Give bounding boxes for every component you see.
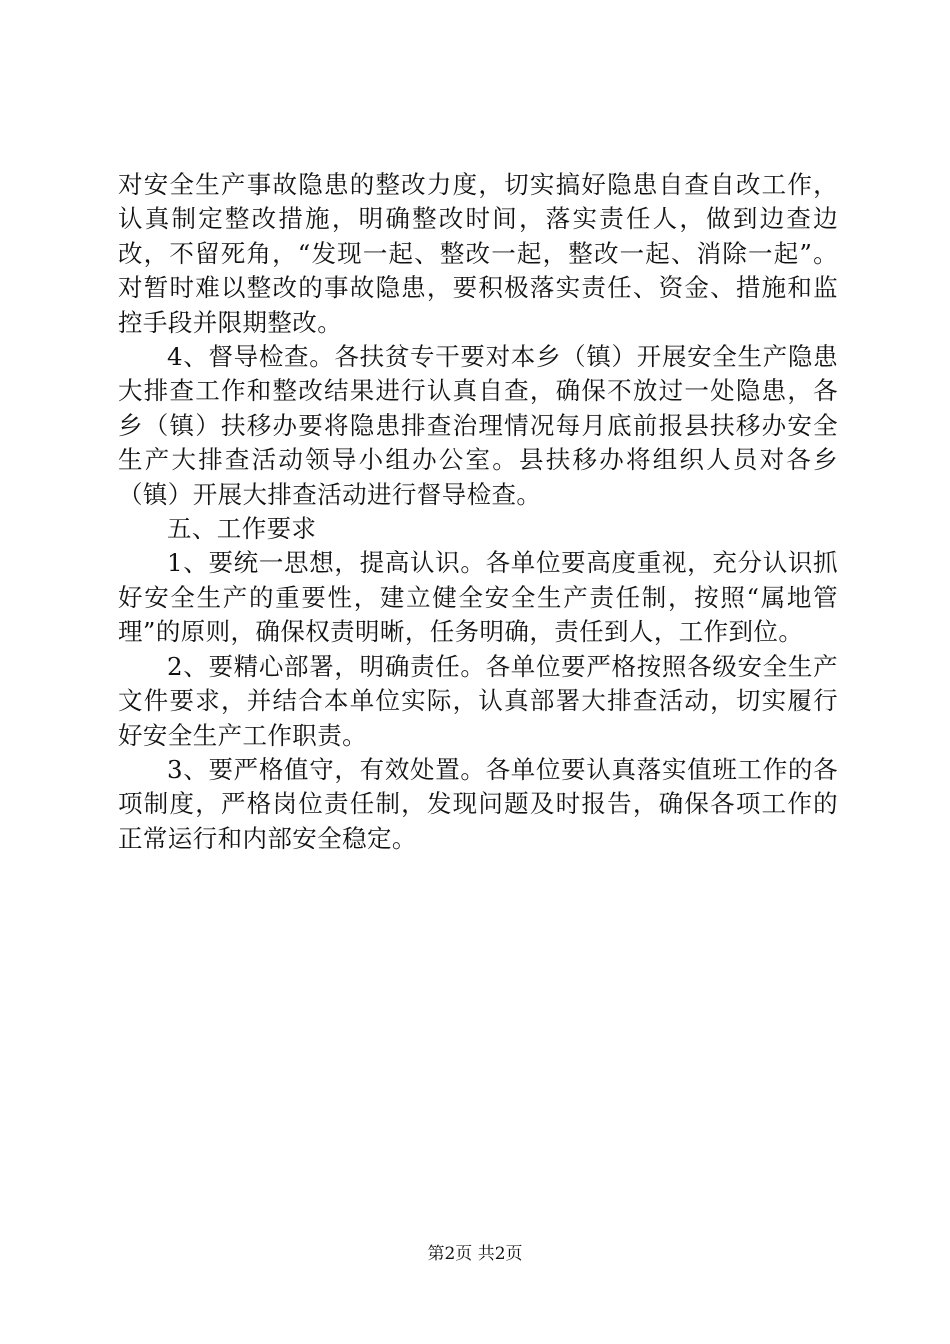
paragraph-requirement-3: 3、要严格值守，有效处置。各单位要认真落实值班工作的各项制度，严格岗位责任制，发现问题及时报告，确保各项工作的正常运行和内部安全稳定。 (118, 754, 838, 853)
paragraph-requirement-1: 1、要统一思想，提高认识。各单位要高度重视，充分认识抓好安全生产的重要性，建立健全安全生产责任制，按照“属地管理”的原则，确保权责明晰，任务明确，责任到人，工作到位。 (118, 548, 838, 647)
section-heading-work-requirements: 五、工作要求 (167, 514, 317, 544)
paragraph-continuation: 对安全生产事故隐患的整改力度，切实搞好隐患自查自改工作，认真制定整改措施，明确整改时间，落实责任人，做到边查边改，不留死角，“发现一起、整改一起，整改一起、消除一起”。对暂时难以整改的事故隐患，要积极落实责任、资金、措施和监控手段并限期整改。 (118, 170, 838, 337)
page-footer: 第2页 共2页 (427, 1244, 523, 1264)
document-body (118, 168, 838, 856)
paragraph-requirement-2: 2、要精心部署，明确责任。各单位要严格按照各级安全生产文件要求，并结合本单位实际，认真部署大排查活动，切实履行好安全生产工作职责。 (118, 651, 838, 750)
paragraph-supervision-inspection: 4、督导检查。各扶贫专干要对本乡（镇）开展安全生产隐患大排查工作和整改结果进行认真自查，确保不放过一处隐患，各乡（镇）扶移办要将隐患排查治理情况每月底前报县扶移办安全生产大排查活动领导小组办公室。县扶移办将组织人员对各乡（镇）开展大排查活动进行督导检查。 (118, 342, 838, 509)
